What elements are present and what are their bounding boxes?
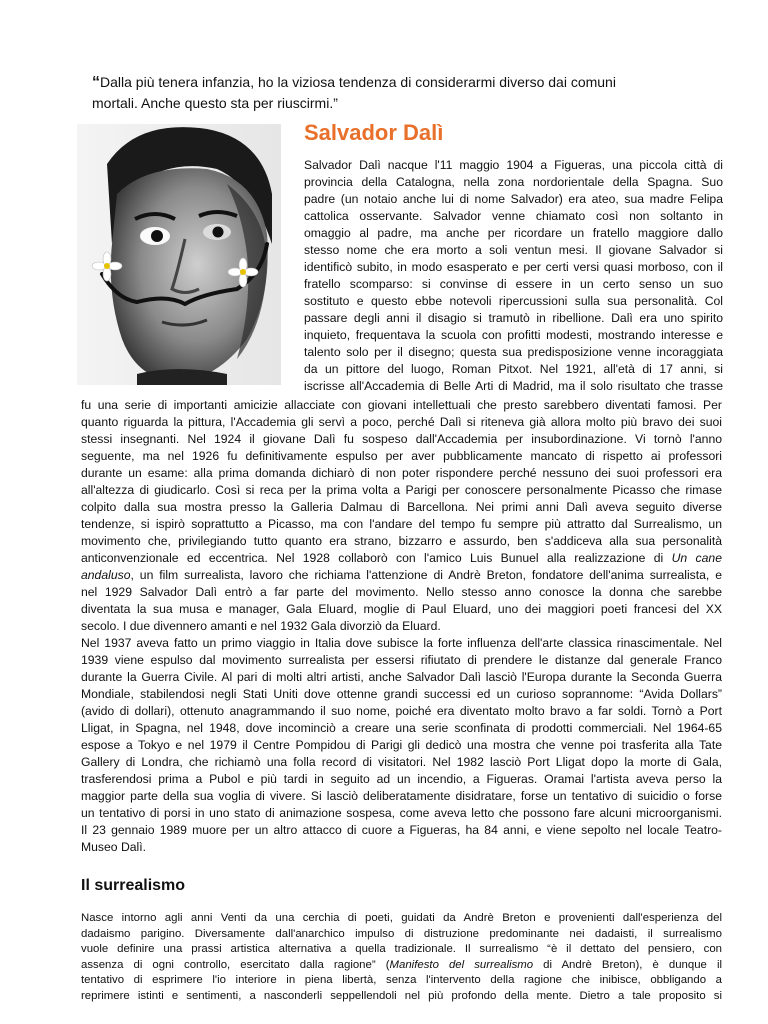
bio-line: Il 23 gennaio 1989 muore per un altro attacco di cuore a Figueras, ha 84 anni, e viene sepolto nel locale Teatro- <box>81 823 722 837</box>
surr-text: di Andrè Breton), è dunque il <box>533 958 723 971</box>
bio-line: provincia della Catalogna, nella zona nordorientale della Spagna. Suo <box>304 175 723 189</box>
bio-line: all'altezza di giudicarlo. Così si reca per la prima volta a Parigi per conoscere personalmente Picasso che rimase <box>81 483 722 497</box>
bio-line: da un pittore del luogo, Roman Pitxot. Nel 1921, all'età di 17 anni, si <box>304 362 723 376</box>
bio-line: maggior parte della sua voglia di vivere. Si lasciò deliberatamente disidratare, forse un tentativo di suicidio o forse <box>81 789 722 803</box>
bio-line: un tentativo di porsi in uno stato di animazione sospesa, come aveva letto che possono fare alcuni microorganismi. <box>81 806 722 820</box>
bio-line: durante un esame: alla prima domanda dichiarò di non poter rispondere perché nessuno dei suoi professori era <box>81 466 722 480</box>
bio-line: cattolica osservante. Salvador venne chiamato così non soltanto in <box>304 209 723 223</box>
bio-line: movimento che, privilegiando tutto quanto era strano, bizzarro e assurdo, ben s'addiceva alla sua personalità <box>81 534 722 548</box>
bio-line-text: , un film surrealista, lavoro che richiama l'attenzione di Andrè Breton, fondatore dell'anima surrealista, e <box>130 568 722 582</box>
bio-side-column <box>304 157 723 395</box>
bio-line: 1939 viene espulso dal movimento surrealista per essersi rifiutato di prendere le distanze dal generale Franco <box>81 653 722 667</box>
bio-line: Museo Dalì. <box>81 840 147 854</box>
surr-line: vuole definire una prassi artistica alternativa a quella tradizionale. Il surrealismo “è il dettato del pensiero, con <box>81 943 722 956</box>
film-title: andaluso <box>81 568 131 582</box>
quote-line-1: Dalla più tenera infanzia, ho la viziosa tendenza di considerarmi diverso dai comuni <box>100 74 616 90</box>
bio-line-film-2 <box>81 567 722 584</box>
bio-line: (avido di dollari), ottenuto anagrammando il suo nome, poiché era diventato molto bravo a far soldi. Tornò a Port <box>81 704 722 718</box>
bio-title: Salvador Dalì <box>304 120 444 145</box>
bio-line: Gallery di Londra, che richiamò una folla record di visitatori. Nel 1982 lasciò Port Lligat dopo la morte di Gala, <box>81 755 722 769</box>
bio-line-film <box>81 550 722 567</box>
bio-line: stessi insegnanti. Nel 1924 il giovane Dalì fu sospeso dall'Accademia per insubordinazione. Vi tornò l'anno <box>81 432 722 446</box>
opening-quote <box>92 72 722 113</box>
bio-line: espose a Tokyo e nel 1979 il Centre Pompidou di Parigi gli dedicò una mostra che venne poi trasferita alla Tate <box>81 738 722 752</box>
bio-line: passare degli anni il disagio si tramutò in ribellione. Dalì era uno spirito <box>304 311 723 325</box>
bio-line: quanto riguarda la pittura, l'Accademia gli servì a poco, perché Dalì si riteneva già allora molto più bravo dei suoi <box>81 415 722 429</box>
manifesto-title: Manifesto del surrealismo <box>389 958 534 971</box>
surr-line: Nasce intorno agli anni Venti da una cerchia di poeti, guidati da Andrè Breton e provenienti dall'esperienza del <box>81 912 722 924</box>
portrait-icon <box>77 124 281 385</box>
bio-line: Lligat, in Spagna, nel 1948, dove incominciò a creare una serie sconfinata di prodotti commerciali. Nel 1964-65 <box>81 721 722 735</box>
bio-line: secolo. I due divennero amanti e nel 1932 Gala divorziò da Eluard. <box>81 619 441 633</box>
dali-portrait-image <box>77 124 281 385</box>
bio-line: identificò subito, in modo esasperato e per certi versi quasi morboso, con il <box>304 260 723 274</box>
bio-line: durante la Guerra Civile. Al pari di molti altri artisti, anche Salvador Dalì lasciò l'Europa durante la Seconda Guerra <box>81 670 722 684</box>
bio-line: padre (un notaio anche lui di nome Salvador) era ateo, sua madre Felipa <box>304 192 723 206</box>
bio-line: talento solo per il disegno; questa sua predisposizione venne incoraggiata <box>304 345 723 359</box>
bio-line: tendenze, si ispirò soprattutto a Picasso, ma con l'andare del tempo fu sempre più attratto dal Surrealismo, un <box>81 517 722 531</box>
bio-line: Mondiale, stabilendosi negli Stati Uniti dove ottenne grandi successi ed un curioso soprannome: “Avida Dollars” <box>81 687 722 701</box>
bio-line: seguente, ma nel 1926 fu definitivamente espulso per aver pubblicamente mancato di rispetto ai professori <box>81 449 722 463</box>
section-title-surrealismo: Il surrealismo <box>81 877 186 894</box>
surr-text: assenza di ogni controllo, esercitato dalla ragione” ( <box>81 958 390 971</box>
bio-line: Nel 1937 aveva fatto un primo viaggio in Italia dove subisce la forte influenza dell'arte classica rinascimentale. Nel <box>81 636 722 650</box>
surr-line: reprimere istinti e sentimenti, a nasconderli seppellendoli nel più profondo della mente. Dietro a tale proposito si <box>81 989 722 1002</box>
bio-line: fratello scomparso: si convinse di essere in un certo senso un suo <box>304 277 723 291</box>
film-title: Un cane <box>671 551 722 565</box>
bio-line: colpito dalla sua mostra presso la Galleria Dalmau di Barcellona. Nei primi anni Dalì aveva seguito diverse <box>81 500 722 514</box>
surr-line: tentativo di esprimere l'io interiore in piena libertà, senza l'intervento della ragione che inibisce, obbligando a <box>81 974 722 987</box>
bio-full-width <box>81 397 722 856</box>
quote-mark: “ <box>92 74 100 91</box>
bio-line: sostituto e questo ebbe notevoli ripercussioni sulla sua personalità. Col <box>304 294 723 308</box>
bio-line: trasferendosi prima a Pubol e più tardi in seguito ad un incendio, a Figueras. Oramai l'artista aveva perso la <box>81 772 722 786</box>
bio-line: iscrisse all'Accademia di Belle Arti di Madrid, ma il solo risultato che trasse <box>304 379 723 393</box>
bio-line: diventata la sua musa e manager, Gala Eluard, moglie di Paul Eluard, uno dei maggiori poeti francesi del XX <box>81 602 722 616</box>
surr-line: dadaismo parigino. Diversamente dall'anarchico impulso di distruzione predominante nei dadaisti, il surrealismo <box>81 927 722 940</box>
quote-line-2: mortali. Anche questo sta per riuscirmi.” <box>92 95 338 111</box>
bio-line-text: anticonvenzionale ed eccentrica. Nel 1928 collaborò con l'amico Luis Bunuel alla realizzazione di <box>81 551 672 565</box>
surrealismo-paragraph <box>81 911 722 1005</box>
bio-line: omaggio al padre, ma anche per ricordare un fratello maggiore dallo <box>304 226 723 240</box>
surr-line-manifesto <box>81 958 722 974</box>
bio-line: inquieto, frequentava la scuola con profitti modesti, mostrando interesse e <box>304 328 723 342</box>
bio-line: fu una serie di importanti amicizie allacciate con giovani intellettuali che presto sarebbero diventati famosi. Per <box>81 398 722 412</box>
bio-line: stesso nome che era morto a soli ventun mesi. Il giovane Salvador si <box>304 243 723 257</box>
bio-line: Salvador Dalì nacque l'11 maggio 1904 a Figueras, una piccola città di <box>304 158 723 172</box>
bio-line: nel 1929 Salvador Dalì entrò a far parte del movimento. Nello stesso anno conosce la donna che sarebbe <box>81 585 722 599</box>
